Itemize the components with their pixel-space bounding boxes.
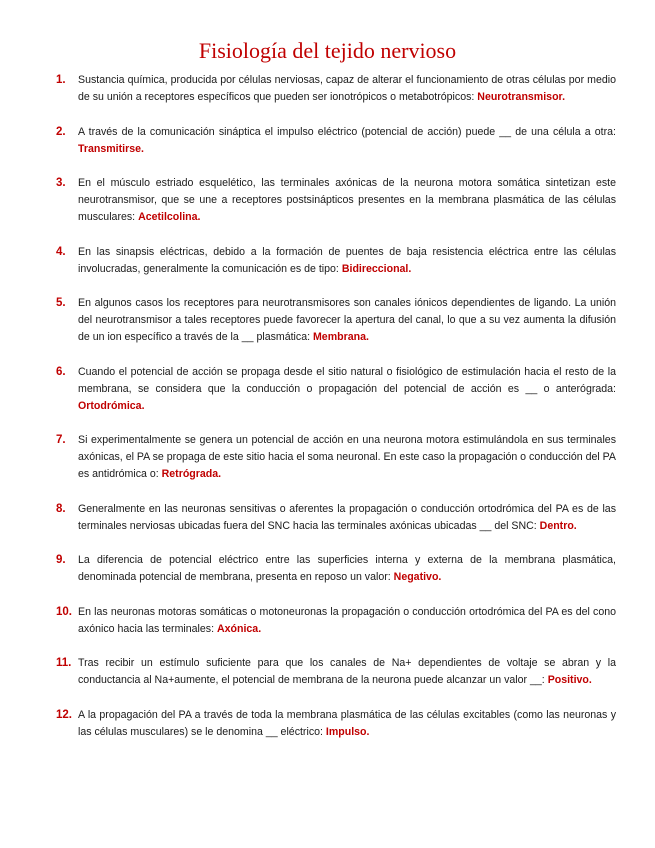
item-answer: Retrógrada. <box>161 468 222 480</box>
item-number: 1. <box>56 74 66 86</box>
item-text: Si experimentalmente se genera un potencial de acción en una neurona motora estimulándola en sus terminales axónicas, el PA se propaga de este sitio hacia el soma neuronal. En este caso la propagación o conducción del PA es antidrómica o: <box>78 434 616 480</box>
item-answer: Positivo. <box>547 674 592 686</box>
item-number: 6. <box>56 365 66 378</box>
item-answer: Ortodrómica. <box>78 399 145 412</box>
item-text: A través de la comunicación sináptica el impulso eléctrico (potencial de acción) puede __ de una célula a otra: <box>78 125 616 138</box>
item-text: En las neuronas motoras somáticas o motoneuronas la propagación o conducción ortodrómica del PA es del cono axónico hacia las terminales: <box>78 605 616 635</box>
item-number: 7. <box>56 434 66 446</box>
item-text: Cuando el potencial de acción se propaga desde el sitio natural o fisiológico de estimulación hacia el resto de la membrana, se considera que la conducción o propagación del potencial de acción es __ o anterógrada: <box>78 365 616 395</box>
list-item <box>56 364 616 415</box>
item-number: 10. <box>56 605 72 618</box>
list-item <box>56 552 616 586</box>
item-text: Tras recibir un estímulo suficiente para que los canales de Na+ dependientes de voltaje se abran y la conductancia al Na+aumente, el potencial de membrana de la neurona puede alcanzar un valor __: <box>78 657 616 686</box>
item-text: Sustancia química, producida por células nerviosas, capaz de alterar el funcionamiento de otras células por medio de su unión a receptores específicos que pueden ser ionotrópicos o metabotrópicos: <box>78 74 616 103</box>
item-answer: Neurotransmisor. <box>477 91 566 103</box>
list-item <box>56 72 616 106</box>
page-title: Fisiología del tejido nervioso <box>198 38 457 63</box>
item-number: 5. <box>56 297 66 309</box>
item-text: La diferencia de potencial eléctrico entre las superficies interna y externa de la membrana plasmática, denominada potencial de membrana, presenta en reposo un valor: <box>78 554 616 583</box>
item-answer: Acetilcolina. <box>138 211 201 223</box>
list-item <box>56 175 616 226</box>
list-item <box>56 432 616 483</box>
item-number: 9. <box>56 554 66 566</box>
list-item <box>56 244 616 278</box>
list-item <box>56 707 616 741</box>
item-answer: Negativo. <box>393 571 442 583</box>
item-text: En algunos casos los receptores para neurotransmisores son canales iónicos dependientes de ligando. La unión del neurotransmisor a tales receptores puede favorecer la apertura del canal, lo que a su vez aumenta la difusión de un ion específico a través de la __ plasmática: <box>78 297 616 343</box>
item-text: En las sinapsis eléctricas, debido a la formación de puentes de baja resistencia eléctrica entre las células involucradas, generalmente la comunicación es de tipo: <box>78 245 616 275</box>
item-number: 4. <box>56 245 66 258</box>
list-item <box>56 604 616 638</box>
list-item <box>56 295 616 346</box>
item-answer: Dentro. <box>539 519 577 532</box>
item-answer: Membrana. <box>312 331 369 343</box>
item-answer: Impulso. <box>325 725 370 738</box>
list-item <box>56 655 616 689</box>
question-list <box>56 72 616 758</box>
list-item <box>56 124 616 158</box>
item-number: 8. <box>56 502 66 515</box>
item-number: 2. <box>56 125 66 138</box>
item-text: En el músculo estriado esquelético, las terminales axónicas de la neurona motora somática sintetizan este neurotransmisor, que se une a receptores postsinápticos presentes en la membrana plasmática de las células musculares: <box>78 177 616 223</box>
item-text: A la propagación del PA a través de toda la membrana plasmática de las células excitables (como las neuronas y las células musculares) se le denomina __ eléctrico: <box>78 708 616 738</box>
item-answer: Transmitirse. <box>78 142 144 155</box>
list-item <box>56 501 616 535</box>
item-number: 11. <box>56 657 72 669</box>
item-answer: Bidireccional. <box>341 262 412 275</box>
item-answer: Axónica. <box>216 622 262 635</box>
item-text: Generalmente en las neuronas sensitivas o aferentes la propagación o conducción ortodrómica del PA es de las terminales nerviosas ubicadas fuera del SNC hacia las terminales axónicas ubicadas __ del SNC: <box>78 502 616 532</box>
item-number: 3. <box>56 177 66 189</box>
item-number: 12. <box>56 708 72 721</box>
